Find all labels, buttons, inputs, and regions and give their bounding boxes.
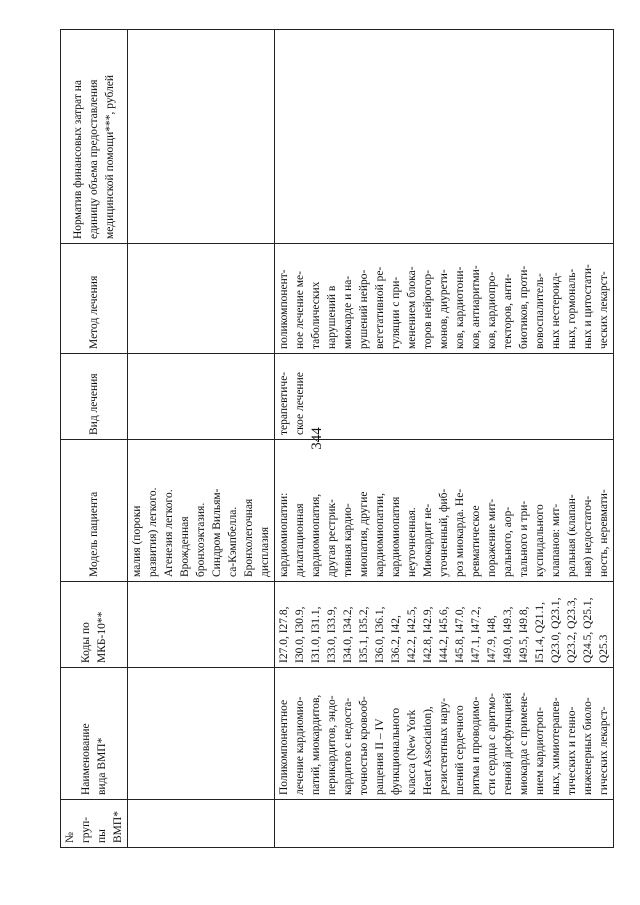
header-group-number: № груп- пы ВМП* <box>61 800 128 848</box>
cell-vmp-name: Поликомпонентное лечение кардиомио- патий, миокардитов, перикардитов, эндо- кардитов с недоста- точностью кровооб- ращения II – IV функционального класса (New York Heart Association), резистентных нару- шений сердечного ритма и проводимо- сти сердца с аритмо- генной дисфункцией миокарда с примене- нием кардиотроп- ных, химиотерапев- тических и генно- инженерных биоло- гических лекарст- <box>275 668 614 800</box>
medical-care-table <box>60 29 614 848</box>
cell-group-number <box>275 800 614 848</box>
cell-financial-norm <box>128 30 275 244</box>
table-header <box>61 30 128 848</box>
cell-patient-model: малия (пороки развития) легкого. Агенезия легкого. Врожденная бронхоэктазия. Синдром Вильям- са-Кэмпбелла. Бронхолегочная дисплазия <box>128 440 275 582</box>
page-number-text: 344 <box>308 426 325 450</box>
cell-patient-model: кардиомиопатии: дилатационная кардиомиопатия, другая рестрик- тивная кардио- миопатия, другие кардиомиопатии, кардиомиопатия неуточненная. Миокардит не- уточненный, фиб- роз миокарда. Не- ревматическое поражение мит- рального, аор- тального и три- куспидального клапанов: мит- ральная (клапан- ная) недостаточ- ность, неревмати- <box>275 440 614 582</box>
table-row <box>128 30 275 848</box>
table-row <box>275 30 614 848</box>
cell-treatment-type: терапевтиче- ское лечение <box>275 354 614 440</box>
header-patient-model: Модель пациента <box>61 440 128 582</box>
cell-treatment-type <box>128 354 275 440</box>
header-treatment-type: Вид лечения <box>61 354 128 440</box>
cell-group-number <box>128 800 275 848</box>
cell-financial-norm <box>275 30 614 244</box>
cell-treatment-method <box>128 244 275 354</box>
header-financial-norm: Норматив финансовых затрат на единицу объема предоставления медицинской помощи***, рублей <box>61 30 128 244</box>
rotated-table-container <box>60 30 610 848</box>
cell-treatment-method: поликомпонент- ное лечение ме- таболических нарушений в миокарде и на- рушений нейро- вегетативной ре- гуляции с при- менением блока- торов нейрогор- монов, диурети- ков, кардиотони- ков, антиаритми- ков, кардиопро- текторов, анти- биотиков, проти- вовоспалитель- ных нестероид- ных, гормональ- ных и цитостати- ческих лекарст- <box>275 244 614 354</box>
cell-icd-codes <box>128 582 275 668</box>
cell-icd-codes: I27.0, I27.8, I30.0, I30.9, I31.0, I31.1, I33.0, I33.9, I34.0, I34.2, I35.1, I35.2, I36.0, I36.1, I36.2, I42, I42.2, I42.5, I42.8, I42.9, I44.2, I45.6, I45.8, I47.0, I47.1, I47.2, I47.9, I48, I49.0, I49.3, I49.5, I49.8, I51.4, Q21.1, Q23.0, Q23.1, Q23.2, Q23.3, Q24.5, Q25.1, Q25.3 <box>275 582 614 668</box>
table-body <box>128 30 614 848</box>
cell-vmp-name <box>128 668 275 800</box>
header-row <box>61 30 128 848</box>
header-icd-codes: Коды по МКБ-10** <box>61 582 128 668</box>
header-vmp-name: Наименование вида ВМП* <box>61 668 128 800</box>
header-treatment-method: Метод лечения <box>61 244 128 354</box>
